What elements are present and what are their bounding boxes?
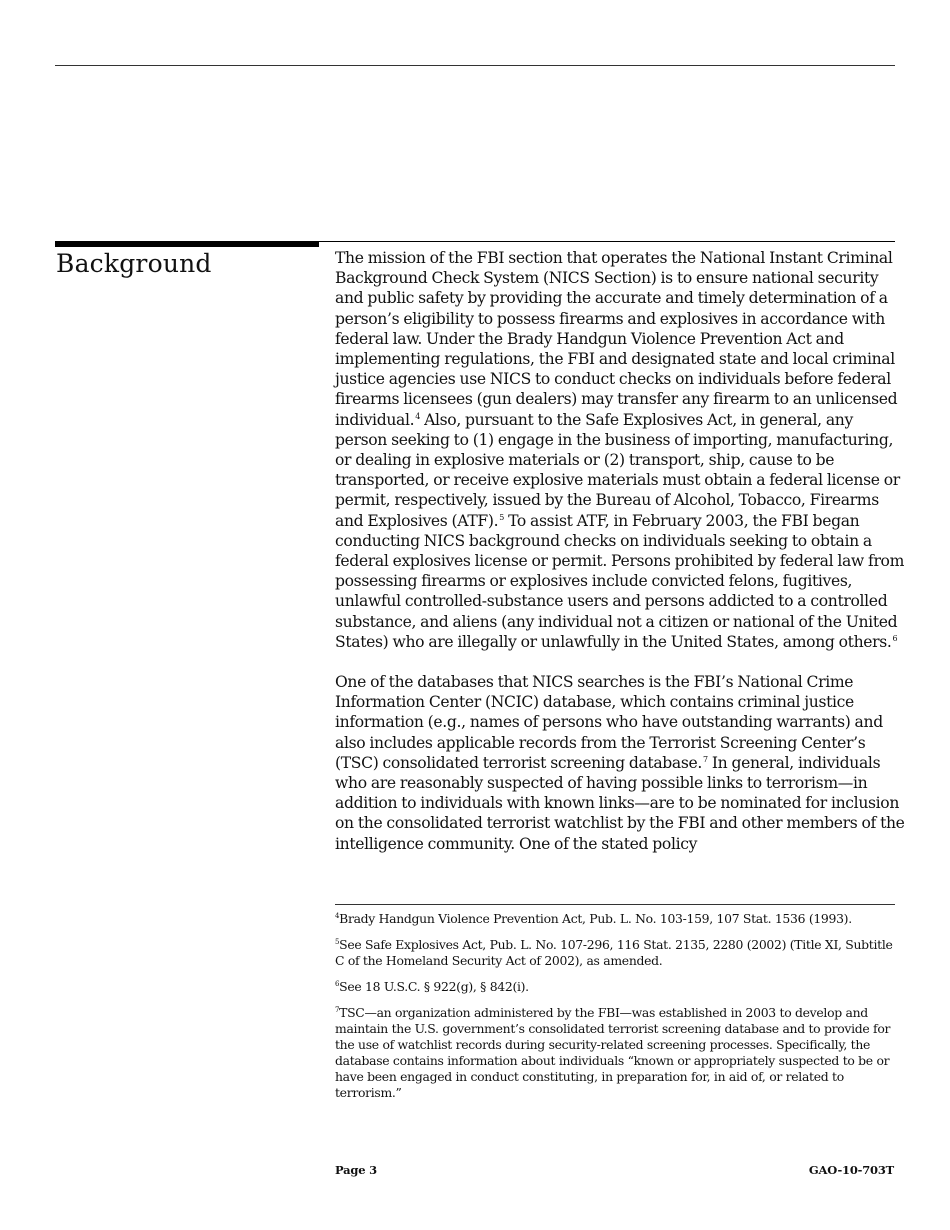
footnote-5 xyxy=(335,937,897,969)
header-rule xyxy=(55,65,895,66)
paragraph-2 xyxy=(335,672,905,854)
paragraph-1-text-a: The mission of the FBI section that operates the National Instant Criminal Background Check System (NICS Section) is to ensure national security and public safety by providing the accurate and timely determination of a person’s eligibility to possess firearms and explosives in accordance with federal law. Under the Brady Handgun Violence Prevention Act and implementing regulations, the FBI and designated state and local criminal justice agencies use NICS to conduct checks on individuals before federal firearms licensees (gun dealers) may transfer any firearm to an unlicensed individual. xyxy=(335,249,898,429)
footnotes xyxy=(335,911,897,1111)
section-rule-thick xyxy=(55,241,319,247)
footnote-text: TSC—an organization administered by the FBI—was established in 2003 to develop and maintain the U.S. government’s consolidated terrorist screening database and to provide for the use of watchlist records during security-related screening processes. Specifically, the database contains information about individuals “known or appropriately suspected to be or have been engaged in conduct constituting, in preparation for, in aid of, or related to terrorism.” xyxy=(335,1005,891,1100)
paragraph-2-text-a: One of the databases that NICS searches is the FBI’s National Crime Information Center (NCIC) database, which contains criminal justice information (e.g., names of persons who have outstanding warrants) and also includes applicable records from the Terrorist Screening Center’s (TSC) consolidated terrorist screening database. xyxy=(335,673,883,772)
footnote-rule xyxy=(335,904,895,905)
footnote-ref-4[interactable]: 4 xyxy=(415,411,420,421)
report-id: GAO-10-703T xyxy=(808,1163,894,1177)
footnote-ref-5[interactable]: 5 xyxy=(499,512,504,522)
paragraph-1-text-b: Also, pursuant to the Safe Explosives Act, in general, any person seeking to (1) engage in the business of importing, manufacturing, or dealing in explosive materials or (2) transport, ship, cause to be transported, or receive explosive materials must obtain a federal license or permit, respectively, issued by the Bureau of Alcohol, Tobacco, Firearms and Explosives (ATF). xyxy=(335,410,900,530)
footnote-text: Brady Handgun Violence Prevention Act, Pub. L. No. 103-159, 107 Stat. 1536 (1993). xyxy=(339,911,852,926)
paragraph-1-text-c: To assist ATF, in February 2003, the FBI began conducting NICS background checks on individuals seeking to obtain a federal explosives license or permit. Persons prohibited by federal law from possessing firearms or explosives include convicted felons, fugitives, unlawful controlled-substance users and persons addicted to a controlled substance, and aliens (any individual not a citizen or national of the United States) who are illegally or unlawfully in the United States, among others. xyxy=(335,511,905,651)
section-heading: Background xyxy=(56,249,212,278)
footnote-text: See Safe Explosives Act, Pub. L. No. 107-296, 116 Stat. 2135, 2280 (2002) (Title XI, Subtitle C of the Homeland Security Act of 2002), as amended. xyxy=(335,937,893,968)
paragraph-1 xyxy=(335,248,905,652)
footnote-text: See 18 U.S.C. § 922(g), § 842(i). xyxy=(339,979,529,994)
footnote-number: 6 xyxy=(335,980,340,988)
body-text xyxy=(335,248,905,874)
footnote-number: 4 xyxy=(335,912,340,920)
section-rule-thin xyxy=(319,241,895,242)
footnote-ref-7[interactable]: 7 xyxy=(703,754,708,764)
footnote-number: 7 xyxy=(335,1006,340,1014)
page-number: Page 3 xyxy=(335,1163,377,1177)
footnote-ref-6[interactable]: 6 xyxy=(892,633,898,643)
footnote-number: 5 xyxy=(335,938,340,946)
footnote-7 xyxy=(335,1005,897,1101)
footnote-4 xyxy=(335,911,897,927)
paragraph-2-text-b: In general, individuals who are reasonably suspected of having possible links to terrorism—in addition to individuals with known links—are to be nominated for inclusion on the consolidated terrorist watchlist by the FBI and other members of the intelligence community. One of the stated policy xyxy=(335,753,905,853)
footnote-6 xyxy=(335,979,897,995)
